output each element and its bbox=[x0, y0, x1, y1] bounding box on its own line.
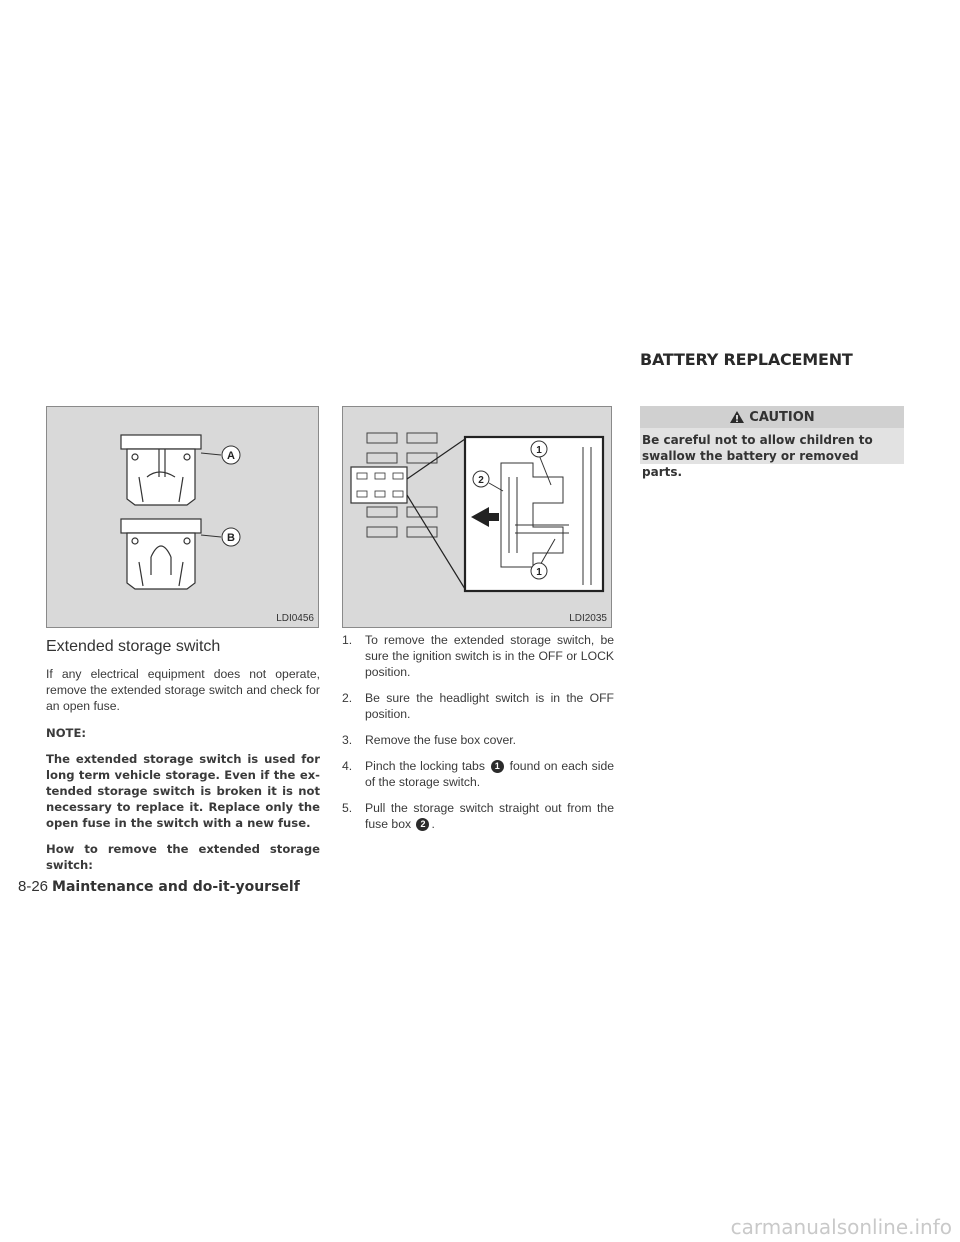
figure-code: LDI2035 bbox=[569, 613, 607, 624]
step-item bbox=[342, 758, 614, 790]
steps-list bbox=[342, 632, 614, 842]
step-number: 1. bbox=[342, 633, 353, 647]
caution-header bbox=[640, 406, 904, 428]
fuse-box-illustration bbox=[343, 407, 613, 629]
intro-paragraph: If any electrical equipment does not operate, remove the extended storage switch and check for an open fuse. bbox=[46, 667, 320, 713]
note-label: NOTE: bbox=[46, 726, 87, 740]
callout-marker: 1 bbox=[491, 760, 504, 773]
callout-1-top: 1 bbox=[536, 445, 542, 456]
callout-a: A bbox=[227, 450, 235, 462]
step-text: To remove the extended storage switch, be sure the ignition switch is in the OFF or LOCK position. bbox=[365, 633, 614, 679]
step-text: Pinch the locking tabs bbox=[365, 759, 485, 773]
watermark: carmanualsonline.info bbox=[730, 1215, 952, 1239]
warning-triangle-icon bbox=[729, 410, 745, 424]
fuse-box-figure bbox=[342, 406, 612, 628]
step-text: found on each side of the storage switch. bbox=[365, 759, 614, 789]
left-column bbox=[46, 638, 320, 883]
callout-marker: 2 bbox=[416, 818, 429, 831]
step-text: . bbox=[431, 817, 435, 831]
step-text: Be sure the headlight switch is in the OFF position. bbox=[365, 691, 614, 721]
step-item bbox=[342, 800, 614, 832]
step-number: 4. bbox=[342, 759, 353, 773]
note-paragraph: The extended storage switch is used for long term vehicle storage. Even if the ex-tended storage switch is broken it is not necessary to replace it. Replace only the open fuse in the switch with a new fuse. bbox=[46, 752, 320, 830]
step-number: 5. bbox=[342, 801, 353, 815]
callout-b: B bbox=[227, 532, 235, 544]
step-text: Pull the storage switch straight out from the fuse box bbox=[365, 801, 614, 831]
fuse-figure bbox=[46, 406, 319, 628]
step-item bbox=[342, 690, 614, 722]
how-to-heading: How to remove the extended storage switch: bbox=[46, 842, 320, 872]
step-number: 3. bbox=[342, 733, 353, 747]
figure-code: LDI0456 bbox=[276, 613, 314, 624]
step-item bbox=[342, 732, 614, 748]
step-text: Remove the fuse box cover. bbox=[365, 733, 517, 747]
callout-1-bottom: 1 bbox=[536, 567, 542, 578]
caution-title: CAUTION bbox=[749, 409, 815, 425]
callout-2: 2 bbox=[478, 475, 484, 486]
page-number: 8-26 bbox=[18, 878, 49, 895]
subheading: Extended storage switch bbox=[46, 638, 221, 655]
caution-box bbox=[640, 406, 904, 479]
caution-text: Be careful not to allow children to swallow the battery or removed parts. bbox=[642, 433, 873, 479]
page-footer bbox=[18, 878, 300, 895]
chapter-title: Maintenance and do-it-yourself bbox=[52, 879, 300, 895]
section-heading: BATTERY REPLACEMENT bbox=[640, 350, 853, 369]
step-number: 2. bbox=[342, 691, 353, 705]
fuse-illustration bbox=[47, 407, 320, 629]
step-item bbox=[342, 632, 614, 680]
